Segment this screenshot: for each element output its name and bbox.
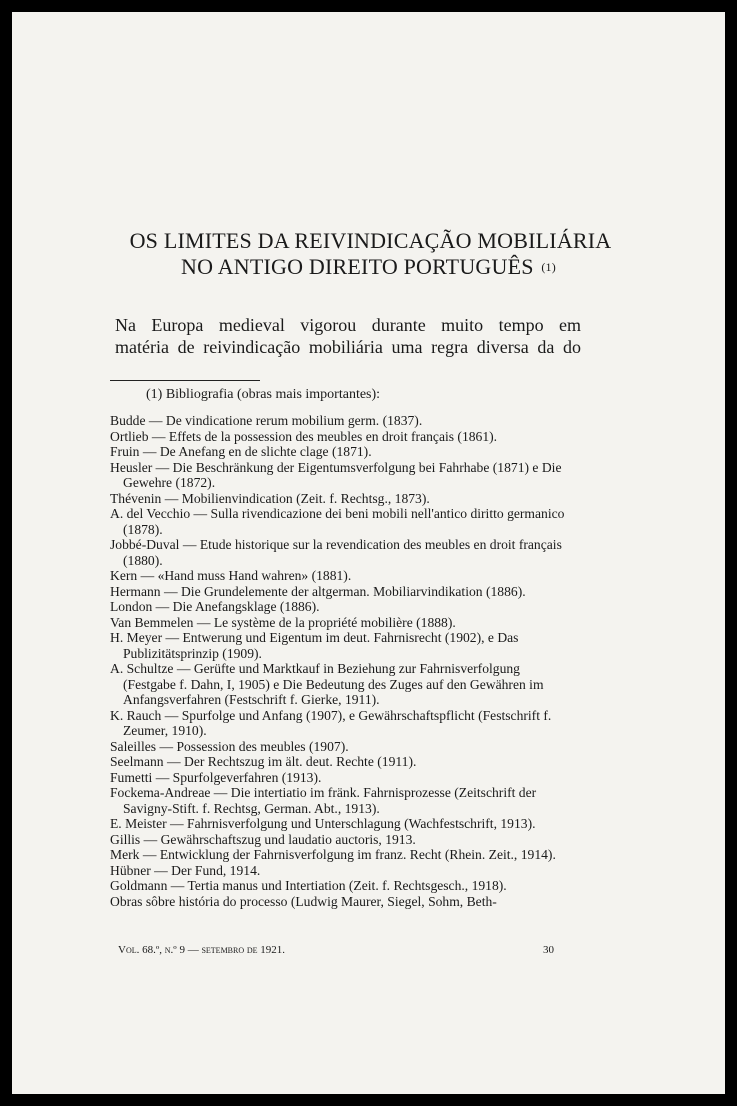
- footnote-separator: [110, 380, 260, 381]
- bibliography-entry: Heusler — Die Beschränkung der Eigentumsverfolgung bei Fahrhabe (1871) e Die Gewehre (1872).: [110, 459, 562, 490]
- bibliography-entry: Seelmann — Der Rechtszug im ält. deut. Rechte (1911).: [110, 754, 417, 769]
- intro-line-1: Na Europa medieval vigorou durante muito tempo em: [115, 315, 581, 335]
- bibliography-entry: Fockema-Andreae — Die intertiatio im fränk. Fahrnisprozesse (Zeitschrift der Savigny-Stift. f. Rechtsg, German. Abt., 1913).: [110, 785, 537, 816]
- bibliography-entry: Obras sôbre história do processo (Ludwig Maurer, Siegel, Sohm, Beth-: [110, 893, 497, 909]
- bibliography-entry: Gillis — Gewährschaftszug und laudatio auctoris, 1913.: [110, 831, 416, 847]
- bibliography-entry: Goldmann — Tertia manus und Intertiation (Zeit. f. Rechtsgesch., 1918).: [110, 878, 507, 893]
- volume-info: Vol. 68.º, n.º 9 — setembro de 1921.: [118, 944, 286, 956]
- bibliography-entry: Jobbé-Duval — Etude historique sur la revendication des meubles en droit français (1880).: [110, 537, 562, 568]
- page-footer: [118, 944, 554, 956]
- title-line-2-text: NO ANTIGO DIREITO PORTUGUÊS: [181, 254, 534, 279]
- bibliography-entry: Merk — Entwicklung der Fahrnisverfolgung im franz. Recht (Rhein. Zeit., 1914).: [110, 847, 556, 862]
- bibliography-entry: Hermann — Die Grundelemente der altgerman. Mobiliarvindikation (1886).: [110, 583, 526, 599]
- bibliography-entry: H. Meyer — Entwerung und Eigentum im deut. Fahrnisrecht (1902), e Das Publizitätsprinzip (1909).: [110, 630, 519, 661]
- bibliography-entry: Kern — «Hand muss Hand wahren» (1881).: [110, 568, 352, 583]
- bibliography-entry: E. Meister — Fahrnisverfolgung und Unterschlagung (Wachfestschrift, 1913).: [110, 816, 536, 831]
- bibliography-entry: Fumetti — Spurfolgeverfahren (1913).: [110, 769, 322, 785]
- bibliography-list: [110, 413, 576, 909]
- intro-line-2: matéria de reivindicação mobiliária uma regra diversa da do: [115, 337, 581, 357]
- bibliography-entry: Hübner — Der Fund, 1914.: [110, 862, 261, 878]
- bibliography-entry: A. del Vecchio — Sulla rivendicazione dei beni mobili nell'antico diritto germanico (1878).: [110, 506, 565, 537]
- signature-mark: 30: [543, 944, 554, 956]
- bibliography-entry: Van Bemmelen — Le système de la propriété mobilière (1888).: [110, 614, 456, 630]
- title-line-2: [12, 254, 725, 280]
- bibliography-entry: A. Schultze — Gerüfte und Marktkauf in Beziehung zur Fahrnisverfolgung (Festgabe f. Dahn, I, 1905) e Die Bedeutung des Zuges auf den Gewähren im Anfangsverfahren (Festschrift f. Gierke, 1911).: [110, 661, 544, 707]
- footnote-mark: (1): [541, 260, 556, 274]
- bibliography-entry: London — Die Anefangsklage (1886).: [110, 599, 320, 614]
- bibliography-entry: Ortlieb — Effets de la possession des meubles en droit français (1861).: [110, 428, 498, 444]
- bibliography-entry: Thévenin — Mobilienvindication (Zeit. f. Rechtsg., 1873).: [110, 490, 430, 506]
- bibliography-entry: Budde — De vindicatione rerum mobilium germ. (1837).: [110, 413, 423, 428]
- bibliography-heading: (1) Bibliografia (obras mais importantes):: [146, 387, 381, 402]
- bibliography-entry: Fruin — De Anefang en de slichte clage (1871).: [110, 444, 372, 459]
- title-line-1: OS LIMITES DA REIVINDICAÇÃO MOBILIÁRIA: [129, 228, 612, 253]
- bibliography-entry: K. Rauch — Spurfolge und Anfang (1907), e Gewährschaftspflicht (Festschrift f. Zeumer, 1910).: [110, 707, 552, 738]
- bibliography-entry: Saleilles — Possession des meubles (1907).: [110, 738, 349, 754]
- page: [12, 12, 725, 1094]
